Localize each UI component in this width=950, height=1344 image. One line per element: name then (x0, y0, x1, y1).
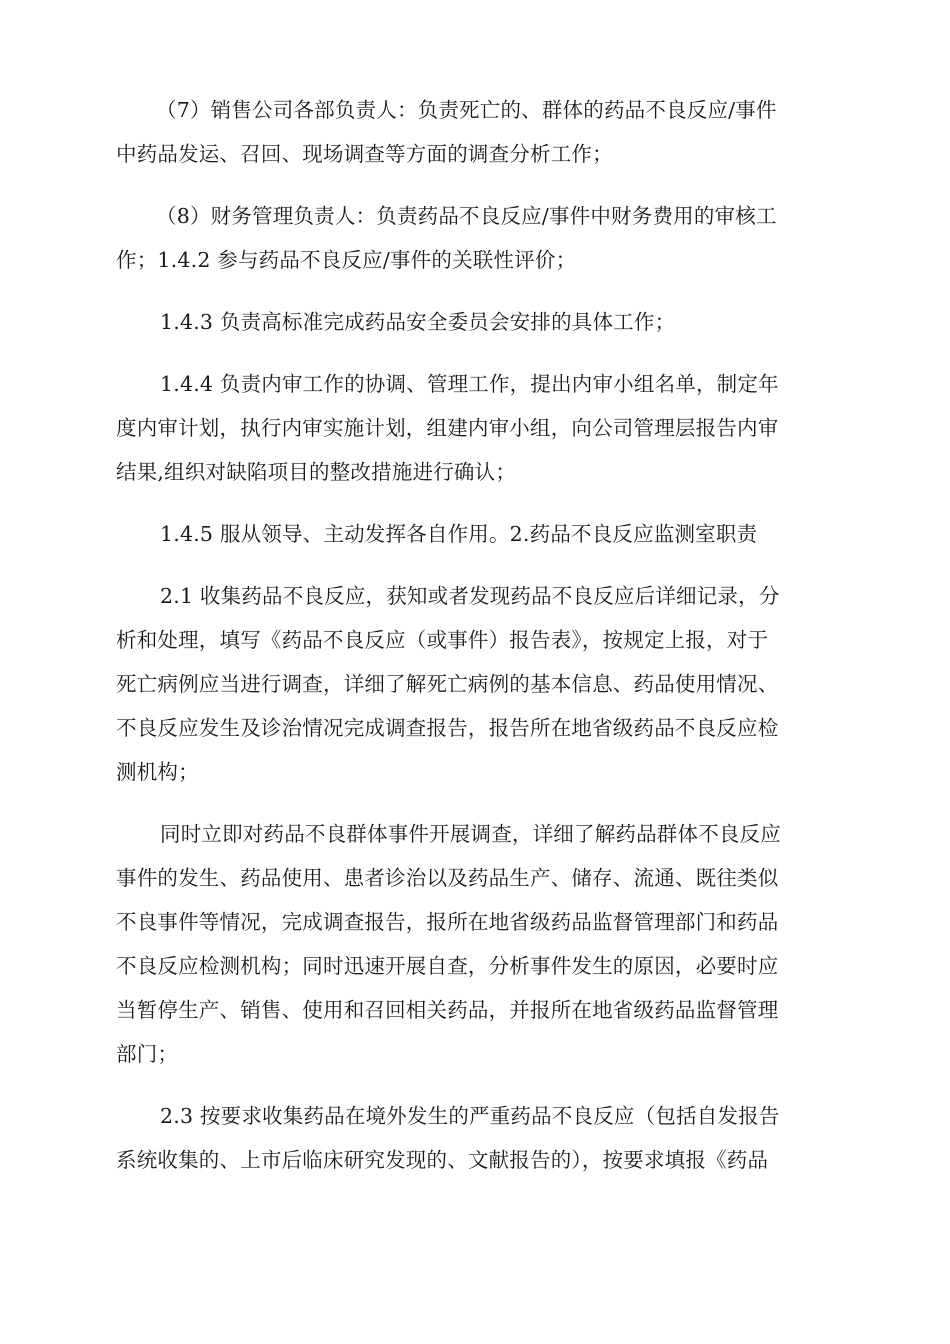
text-line: 事件的发生、药品使用、患者诊治以及药品生产、储存、流通、既往类似 (116, 866, 779, 890)
paragraph-8-finance-head (116, 194, 836, 282)
text-line: 2.1 收集药品不良反应，获知或者发现药品不良反应后详细记录，分 (160, 584, 780, 608)
document-page (116, 88, 836, 1200)
text-line: 测机构； (116, 760, 199, 784)
paragraph-1-4-5 (116, 512, 836, 556)
text-line: 不良反应发生及诊治情况完成调查报告，报告所在地省级药品不良反应检 (116, 716, 779, 740)
text-line: 当暂停生产、销售、使用和召回相关药品，并报所在地省级药品监督管理 (116, 998, 779, 1022)
text-line: 不良事件等情况，完成调查报告，报所在地省级药品监督管理部门和药品 (116, 910, 779, 934)
text-line: 系统收集的、上市后临床研究发现的、文献报告的），按要求填报《药品 (116, 1148, 769, 1172)
text-line: 部门； (116, 1042, 179, 1066)
text-line: 度内审计划，执行内审实施计划，组建内审小组，向公司管理层报告内审 (116, 416, 779, 440)
text-line: 结果,组织对缺陷项目的整改措施进行确认； (116, 460, 517, 484)
paragraph-2-1 (116, 574, 836, 794)
text-line: 1.4.5 服从领导、主动发挥各自作用。2.药品不良反应监测室职责 (160, 522, 758, 546)
text-line: 中药品发运、召回、现场调查等方面的调查分析工作； (116, 142, 613, 166)
text-line: （7）销售公司各部负责人：负责死亡的、群体的药品不良反应/事件 (156, 98, 777, 122)
text-line: 1.4.4 负责内审工作的协调、管理工作，提出内审小组名单，制定年 (160, 372, 779, 396)
paragraph-group-events (116, 812, 836, 1076)
text-line: 作；1.4.2 参与药品不良反应/事件的关联性评价； (116, 248, 577, 272)
text-line: 2.3 按要求收集药品在境外发生的严重药品不良反应（包括自发报告 (160, 1104, 780, 1128)
text-line: 析和处理，填写《药品不良反应（或事件）报告表》，按规定上报，对于 (116, 628, 769, 652)
text-line: 同时立即对药品不良群体事件开展调查，详细了解药品群体不良反应 (160, 822, 781, 846)
paragraph-1-4-4 (116, 362, 836, 494)
text-line: 死亡病例应当进行调查，详细了解死亡病例的基本信息、药品使用情况、 (116, 672, 779, 696)
paragraph-1-4-3 (116, 300, 836, 344)
text-line: （8）财务管理负责人：负责药品不良反应/事件中财务费用的审核工 (156, 204, 777, 228)
paragraph-7-sales-heads (116, 88, 836, 176)
text-line: 1.4.3 负责高标准完成药品安全委员会安排的具体工作； (160, 310, 676, 334)
text-line: 不良反应检测机构；同时迅速开展自查，分析事件发生的原因，必要时应 (116, 954, 779, 978)
paragraph-2-3 (116, 1094, 836, 1182)
